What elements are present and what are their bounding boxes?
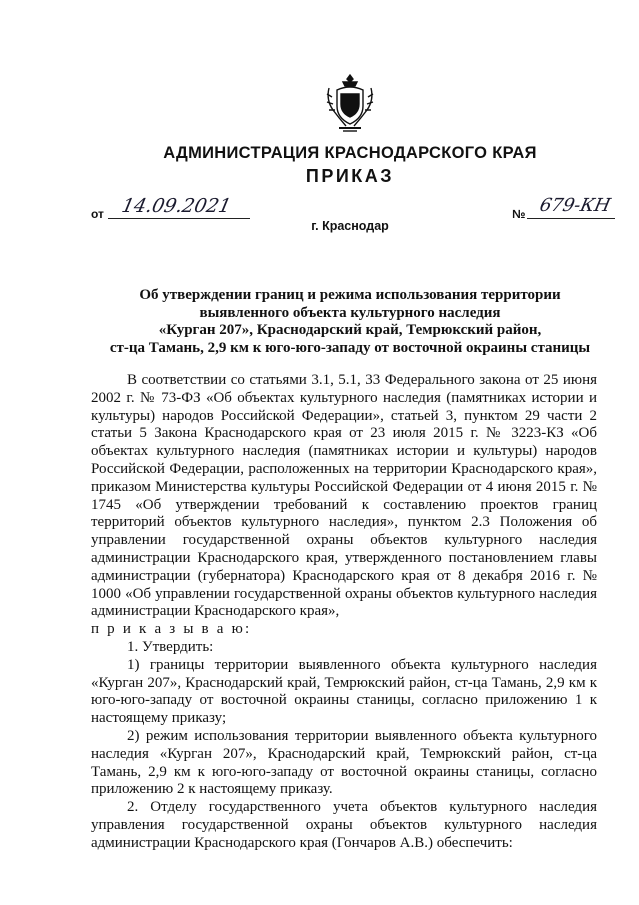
date-label: от xyxy=(91,207,104,221)
city-label: г. Краснодар xyxy=(311,219,389,233)
item-2: 2. Отделу государственного учета объектов культурного наследия управления государственной охраны объектов культурного наследия администрации Краснодарского края (Гончаров А.В.) обеспечить: xyxy=(91,799,597,851)
document-type: ПРИКАЗ xyxy=(305,166,395,186)
handwritten-date: 14.09.2021 xyxy=(119,195,234,217)
handwritten-number: 679-КН xyxy=(537,195,613,216)
number-label: № xyxy=(512,207,526,221)
krasnodar-coat-of-arms-icon xyxy=(325,72,375,134)
order-title xyxy=(95,287,605,357)
agency-name: АДМИНИСТРАЦИЯ КРАСНОДАРСКОГО КРАЯ xyxy=(163,144,537,162)
title-line: «Курган 207», Краснодарский край, Темрюкский район, xyxy=(158,322,542,338)
order-body xyxy=(91,372,597,853)
order-word: п р и к а з ы в а ю: xyxy=(91,621,252,638)
title-line: ст-ца Тамань, 2,9 км к юго-юго-западу от восточной окраины станицы xyxy=(109,339,591,356)
preamble-paragraph: В соответствии со статьями 3.1, 5.1, 33 Федерального закона от 25 июня 2002 г. № 73-ФЗ «Об объектах культурного наследия (памятниках истории и культуры) народов Российской Федерации», статьей 3, пунктом 29 части 2 статьи 5 Закона Краснодарского края от 23 июля 2015 г. № 3223-КЗ «Об объектах культурного наследия (памятниках истории и культуры) народов Российской Федерации, расположенных на территории Краснодарского края», приказом Министерства культуры Российской Федерации от 4 июня 2015 г. № 1745 «Об утверждении требований к составлению проектов границ территорий объектов культурного наследия», пунктом 2.3 Положения об управлении государственной охраны объектов культурного наследия администрации Краснодарского края, утвержденного постановлением главы администрации (губернатора) Краснодарского края от 8 декабря 2016 г. № 1000 «Об управлении государственной охраны объектов культурного наследия администрации Краснодарского края», xyxy=(91,372,597,620)
item-1-2: 2) режим использования территории выявленного объекта культурного наследия «Курган 207», Краснодарский край, Темрюкский район, ст-ца Тамань, 2,9 км к юго-юго-западу от восточной окраины станицы, согласно приложению 2 к настоящему приказу. xyxy=(91,727,597,798)
item-1-1: 1) границы территории выявленного объекта культурного наследия «Курган 207», Краснодарский край, Темрюкский район, ст-ца Тамань, 2,9 км к юго-юго-западу от восточной окраины станицы, согласно приложению 1 к настоящему приказу; xyxy=(91,656,597,727)
title-line: выявленного объекта культурного наследия xyxy=(199,304,501,321)
item-1: 1. Утвердить: xyxy=(127,638,214,655)
title-line: Об утверждении границ и режима использования территории xyxy=(139,287,561,303)
